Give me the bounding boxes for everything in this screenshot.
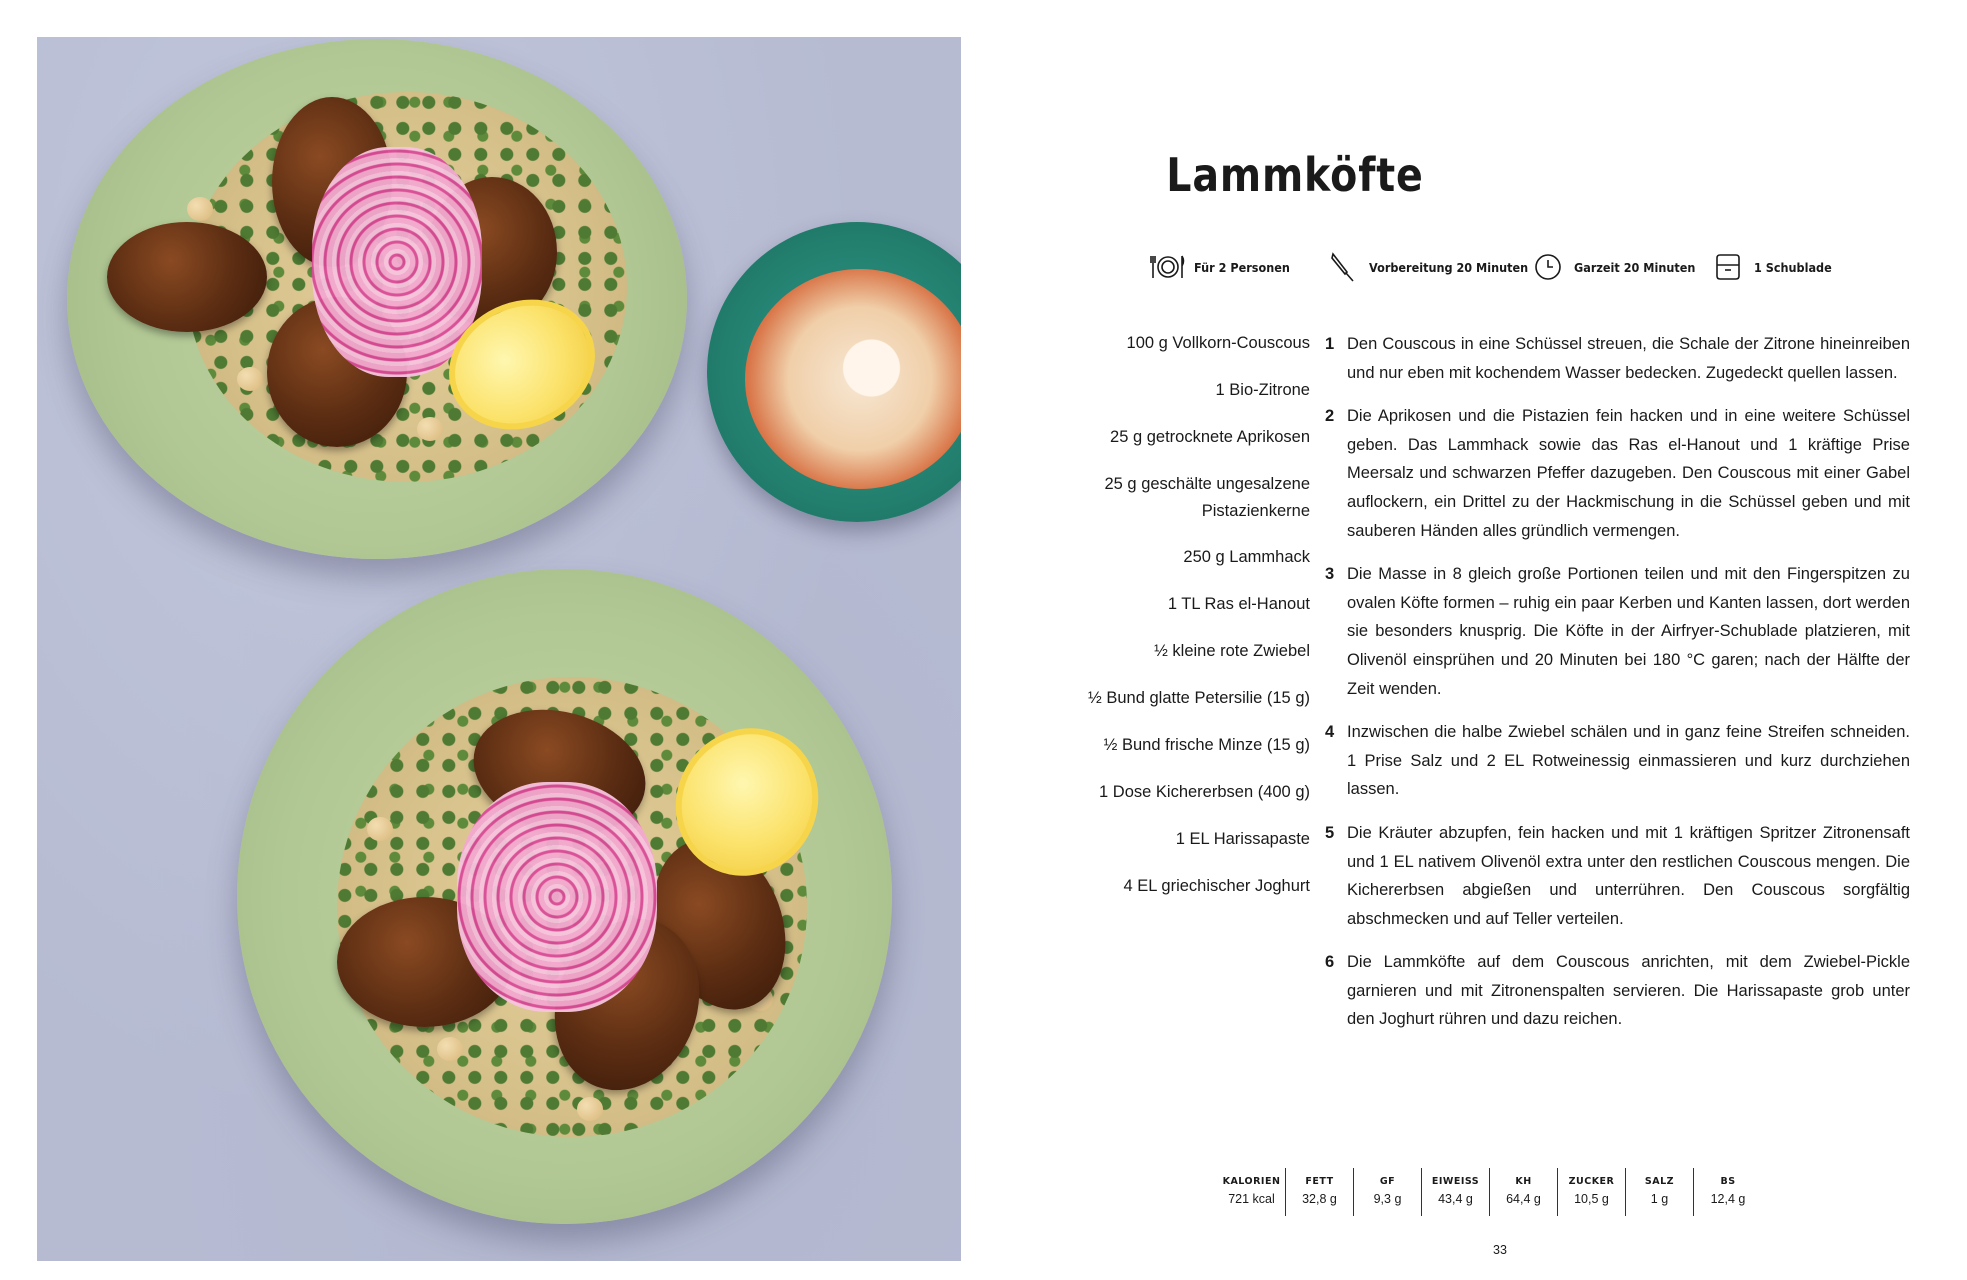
- nutrition-cell: [1694, 1168, 1762, 1216]
- method-step: [1325, 402, 1910, 545]
- ingredient: 250 g Lammhack: [1183, 548, 1310, 566]
- step-number: 6: [1325, 953, 1335, 972]
- ingredient: 1 TL Ras el-Hanout: [1167, 595, 1310, 613]
- ingredient: ½ Bund glatte Petersilie (15 g): [1088, 689, 1310, 707]
- recipe-title: Lammköfte: [1166, 148, 1424, 202]
- ingredient-line: Pistazienkerne: [1201, 502, 1310, 520]
- nutrition-cell: [1626, 1168, 1694, 1216]
- nutrition-label: SALZ: [1644, 1176, 1675, 1187]
- meta-prep-time: [1325, 252, 1546, 282]
- ingredient: 1 Dose Kichererbsen (400 g): [1099, 783, 1310, 801]
- chickpea: [187, 197, 213, 221]
- nutrition-label: BS: [1720, 1176, 1736, 1187]
- step-number: 2: [1325, 407, 1335, 426]
- nutrition-cell: [1422, 1168, 1490, 1216]
- chickpea: [437, 1037, 463, 1061]
- page-number: 33: [1493, 1243, 1507, 1257]
- nutrition-value: 9,3 g: [1373, 1192, 1402, 1206]
- meta-label: Garzeit 20 Minuten: [1574, 259, 1696, 275]
- nutrition-value: 10,5 g: [1574, 1192, 1609, 1206]
- plate-cutlery-icon: [1150, 252, 1186, 282]
- nutrition-label: FETT: [1305, 1176, 1334, 1187]
- meta-label: 1 Schublade: [1754, 259, 1832, 275]
- method-step: [1325, 718, 1910, 804]
- nutrition-label: EIWEISS: [1431, 1176, 1480, 1187]
- ingredient: 1 EL Harissapaste: [1175, 830, 1310, 848]
- nutrition-value: 32,8 g: [1302, 1192, 1337, 1206]
- nutrition-value: 721 kcal: [1228, 1192, 1275, 1206]
- nutrition-cell: [1218, 1168, 1286, 1216]
- nutrition-label: KH: [1515, 1176, 1532, 1187]
- nutrition-label: KALORIEN: [1222, 1176, 1281, 1187]
- step-text: Inzwischen die halbe Zwiebel schälen und in ganz feine Streifen schneiden. 1 Prise Salz und 2 EL Rotweinessig einmassieren und kurz durchziehen lassen.: [1347, 723, 1910, 799]
- nutrition-value: 64,4 g: [1506, 1192, 1541, 1206]
- ingredient: 100 g Vollkorn-Couscous: [1126, 334, 1310, 352]
- step-number: 1: [1325, 335, 1335, 353]
- chickpea: [237, 367, 263, 391]
- step-text: Die Kräuter abzupfen, fein hacken und mit 1 kräftigen Spritzer Zitronensaft und 1 EL nativem Olivenöl extra unter den restlichen Couscous mengen. Die Kichererbsen abgießen und unterrühren. Den Couscous sorgfältig abschmecken und auf Teller verteilen.: [1347, 823, 1910, 928]
- nutrition-cell: [1490, 1168, 1558, 1216]
- nutrition-label: GF: [1379, 1176, 1396, 1187]
- chickpea: [577, 1097, 603, 1121]
- clock-icon: [1530, 252, 1566, 282]
- meta-label: Vorbereitung 20 Minuten: [1369, 259, 1529, 275]
- nutrition-label: ZUCKER: [1568, 1176, 1615, 1187]
- step-text: Die Masse in 8 gleich große Portionen teilen und mit den Fingerspitzen zu ovalen Köfte formen – ruhig ein paar Kerben und Kanten lassen, dort werden sie besonders knusprig. Die Köfte in der Airfryer-Schublade platzieren, mit Olivenöl einsprühen und 20 Minuten bei 180 °C garen; nach der Hälfte der Zeit wenden.: [1347, 565, 1910, 698]
- method-step: [1325, 948, 1910, 1034]
- step-number: 3: [1325, 565, 1335, 584]
- method-step: [1325, 560, 1910, 703]
- step-number: 4: [1325, 723, 1335, 742]
- method-steps: [1325, 330, 1910, 1049]
- recipe-photo: [37, 37, 961, 1261]
- ingredient: 1 Bio-Zitrone: [1215, 381, 1310, 399]
- step-text: Den Couscous in eine Schüssel streuen, die Schale der Zitrone hineinreiben und nur eben mit kochendem Wasser bedecken. Zugedeckt quellen lassen.: [1347, 335, 1910, 382]
- nutrition-table: [1218, 1168, 1762, 1216]
- ingredient: [1058, 471, 1310, 525]
- ingredient-line: 25 g geschälte ungesalzene: [1104, 475, 1310, 493]
- meta-cook-time: [1530, 252, 1709, 282]
- ingredient: ½ kleine rote Zwiebel: [1154, 642, 1310, 660]
- kofte: [107, 222, 267, 332]
- method-step: [1325, 330, 1910, 387]
- airfryer-drawer-icon: [1710, 252, 1746, 282]
- nutrition-value: 12,4 g: [1710, 1192, 1746, 1206]
- meta-servings: [1150, 252, 1301, 282]
- nutrition-cell: [1354, 1168, 1422, 1216]
- nutrition-cell: [1558, 1168, 1626, 1216]
- method-step: [1325, 819, 1910, 933]
- pickled-onion: [457, 782, 657, 1012]
- chickpea: [417, 417, 443, 441]
- harissa-yogurt-dip: [745, 269, 961, 489]
- ingredient: ½ Bund frische Minze (15 g): [1103, 736, 1310, 754]
- ingredient: 25 g getrocknete Aprikosen: [1110, 428, 1310, 446]
- meta-drawers: [1710, 252, 1840, 282]
- knife-icon: [1325, 252, 1361, 282]
- step-text: Die Lammköfte auf dem Couscous anrichten, mit dem Zwiebel-Pickle garnieren und mit Zitronenspalten servieren. Die Harissapaste grob unter den Joghurt rühren und dazu reichen.: [1347, 953, 1910, 1029]
- nutrition-value: 1 g: [1650, 1192, 1669, 1206]
- ingredient: 4 EL griechischer Joghurt: [1123, 877, 1310, 895]
- step-number: 5: [1325, 823, 1335, 842]
- nutrition-cell: [1286, 1168, 1354, 1216]
- step-text: Die Aprikosen und die Pistazien fein hacken und in eine weitere Schüssel geben. Das Lammhack sowie das Ras el-Hanout und 1 kräftige Prise Meersalz und schwarzen Pfeffer dazugeben. Den Couscous mit einer Gabel auflockern, ein Drittel zu der Hackmischung in die Schüssel geben und mit sauberen Händen alles gründlich vermengen.: [1347, 407, 1910, 540]
- chickpea: [367, 817, 393, 841]
- meta-label: Für 2 Personen: [1194, 259, 1290, 275]
- nutrition-value: 43,4 g: [1438, 1192, 1473, 1206]
- ingredient-list: [1058, 330, 1310, 920]
